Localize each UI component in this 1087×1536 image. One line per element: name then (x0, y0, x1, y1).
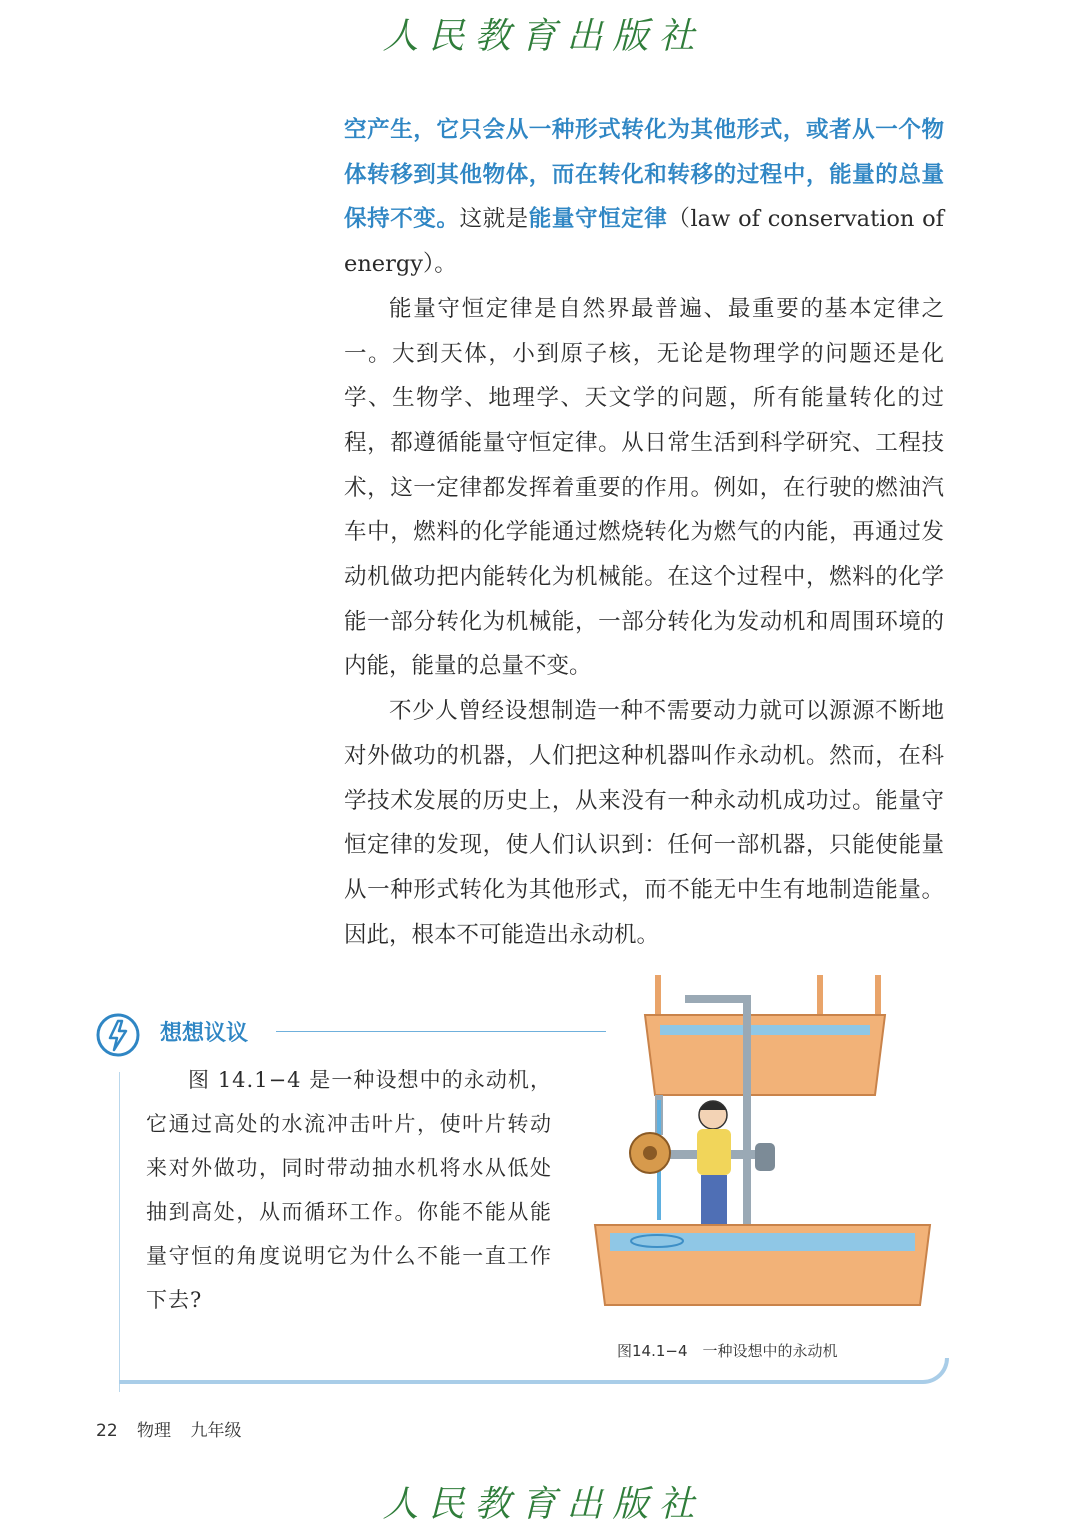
paragraph-perpetual-motion: 不少人曾经设想制造一种不需要动力就可以源源不断地对外做功的机器，人们把这种机器叫作永动机。然而，在科学技术发展的历史上，从来没有一种永动机成功过。能量守恒定律的发现，使人们认识到：任何一部机器，只能使能量从一种形式转化为其他形式，而不能无中生有地制造能量。因此，根本不可能造出永动机。 (344, 698, 944, 948)
discussion-question (146, 1058, 552, 1322)
highlight-text: 空产生，它只会从一种形式转化为其他形式，或者从一个物体转移到其他物体，而在转化和转移的过程中，能量的总量保持不变。 (344, 117, 944, 233)
box-border-left (119, 1072, 120, 1392)
paragraph-conservation-law (344, 108, 944, 287)
pump (755, 1143, 775, 1171)
title-divider (276, 1031, 606, 1032)
hanging-rod (655, 975, 661, 1015)
hanging-rod (875, 975, 881, 1015)
perpetual-motion-illustration (585, 975, 940, 1335)
discussion-title: 想想议议 (160, 1021, 249, 1046)
publisher-watermark-bottom: 人民教育出版社 (382, 1484, 705, 1525)
plain-text: 这就是 (459, 206, 529, 233)
figure-caption: 图14.1−4 一种设想中的永动机 (617, 1342, 838, 1360)
page-footer (96, 1416, 255, 1441)
upper-water (660, 1025, 870, 1035)
box-border-bottom (119, 1358, 949, 1384)
main-body-text (344, 108, 944, 957)
term-energy-conservation: 能量守恒定律 (528, 206, 668, 233)
page-number: 22 (96, 1421, 118, 1441)
publisher-watermark-top: 人民教育出版社 (382, 16, 705, 57)
plain-text: （law of conservation of energy）。 (344, 206, 944, 278)
hanging-rod (817, 975, 823, 1015)
lightbulb-icon (95, 1012, 141, 1058)
boy-shirt (697, 1129, 731, 1175)
grade-label: 九年级 (190, 1421, 242, 1441)
pipe (685, 995, 751, 1003)
paragraph-universal-law: 能量守恒定律是自然界最普遍、最重要的基本定律之一。大到天体，小到原子核，无论是物理学的问题还是化学、生物学、地理学、天文学的问题，所有能量转化的过程，都遵循能量守恒定律。从日常生活到科学研究、工程技术，这一定律都发挥着重要的作用。例如，在行驶的燃油汽车中，燃料的化学能通过燃烧转化为燃气的内能，再通过发动机做功把内能转化为机械能。在这个过程中，燃料的化学能一部分转化为机械能，一部分转化为发动机和周围环境的内能，能量的总量不变。 (344, 295, 944, 680)
subject-label: 物理 (137, 1421, 172, 1441)
boy-pants (701, 1175, 727, 1225)
discussion-paragraph: 图 14.1−4 是一种设想中的永动机，它通过高处的水流冲击叶片，使叶片转动来对外做功，同时带动抽水机将水从低处抽到高处，从而循环工作。你能不能从能量守恒的角度说明它为什么不能一直工作下去? (146, 1068, 552, 1312)
